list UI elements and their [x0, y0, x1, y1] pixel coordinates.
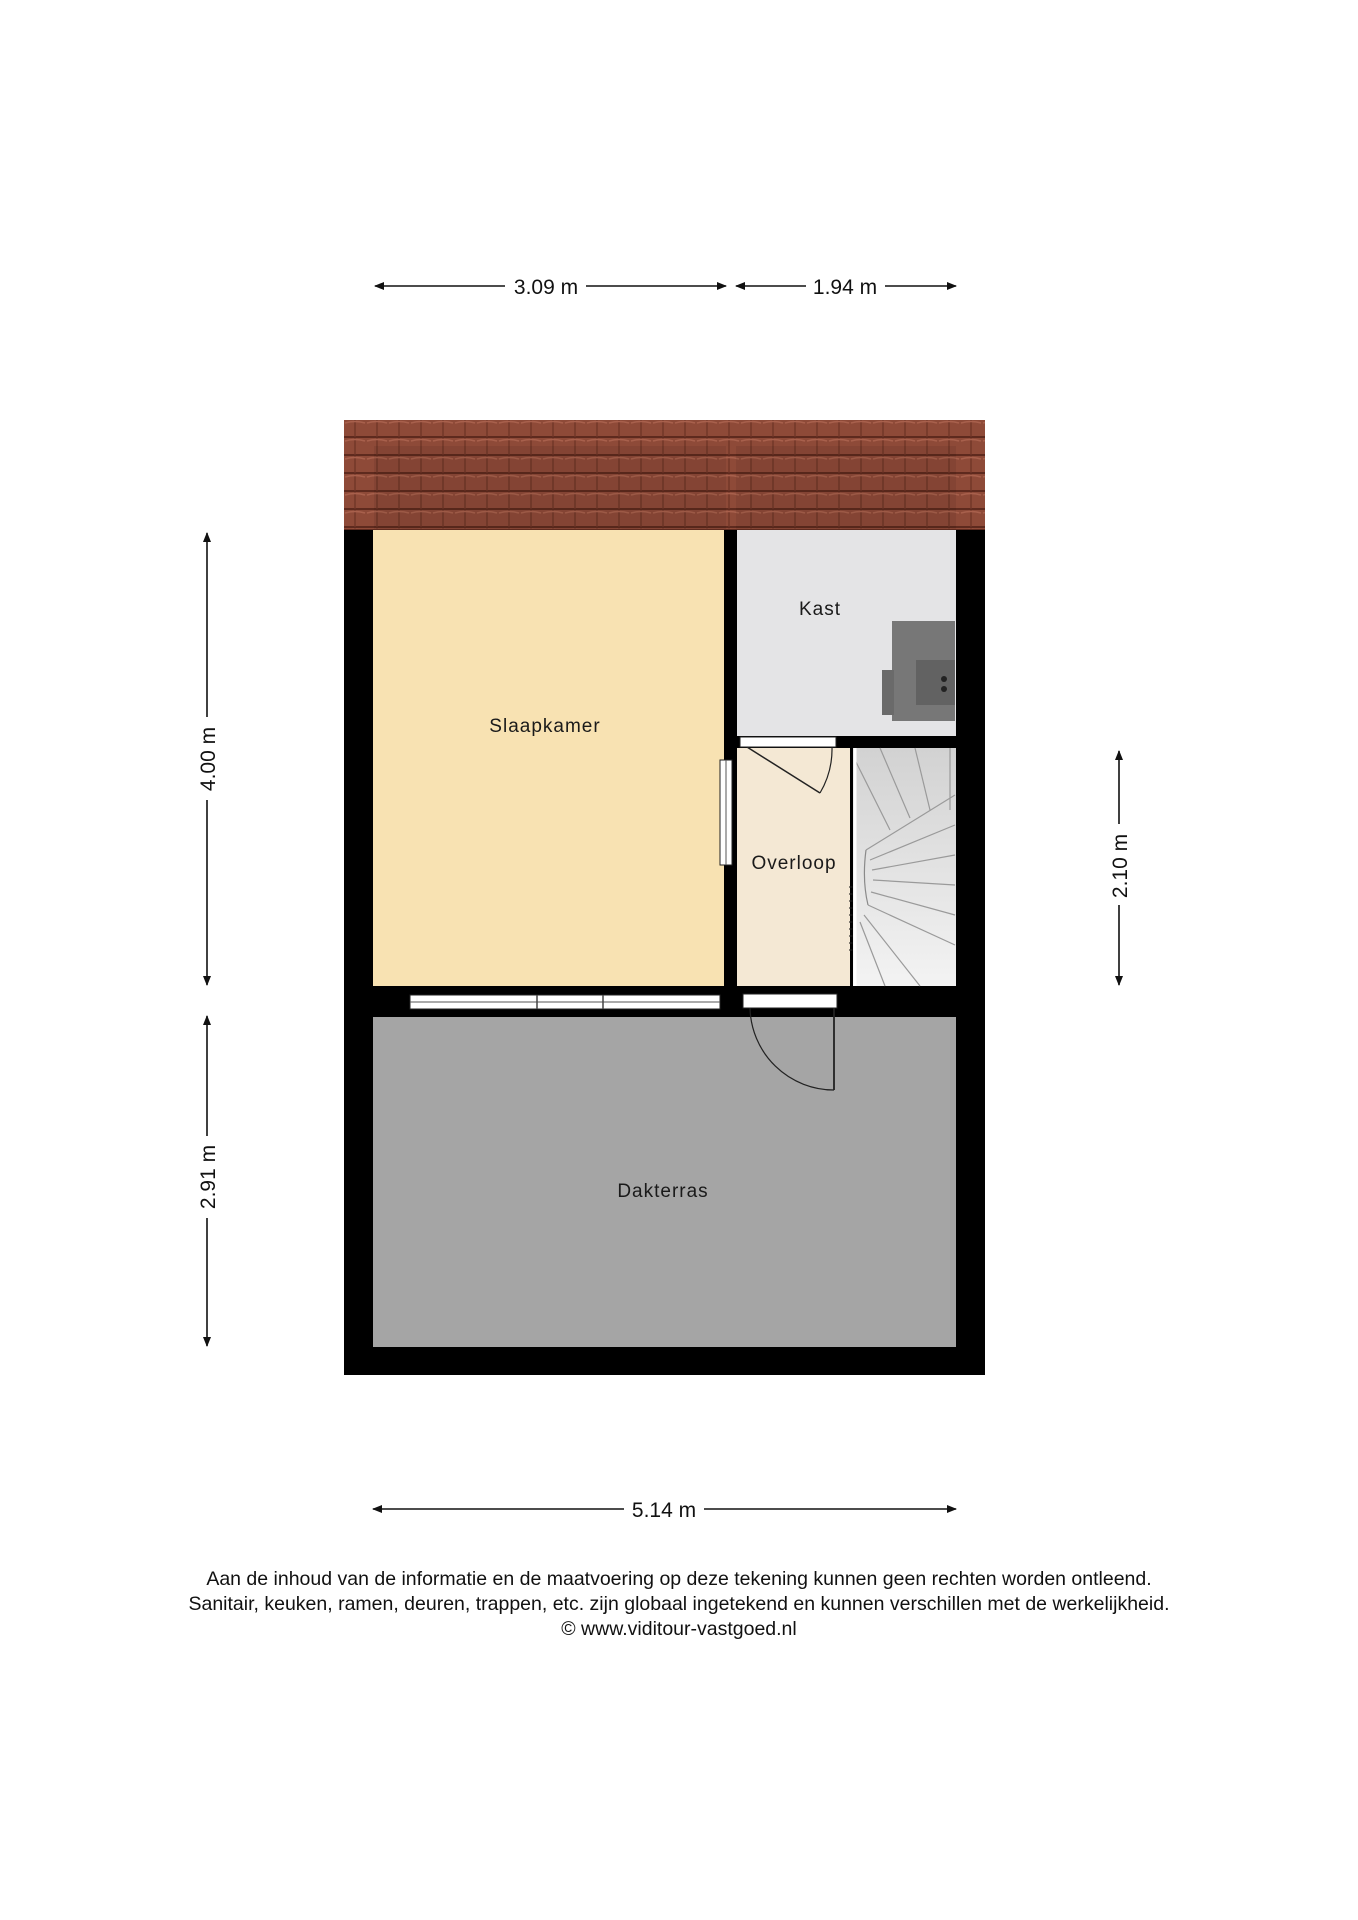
dimension-label-right: 2.10 m: [1109, 833, 1132, 899]
room-label-dakterras: Dakterras: [617, 1181, 709, 1202]
dimension-bottom: [373, 1499, 956, 1522]
dimension-label-top-left: 3.09 m: [513, 276, 579, 299]
room-slaapkamer: [373, 530, 724, 986]
dimension-right: [1109, 751, 1132, 985]
dimension-label-left-upper: 4.00 m: [197, 726, 220, 792]
dimension-label-top-right: 1.94 m: [812, 276, 878, 299]
dimension-left-upper: [197, 533, 220, 985]
dimension-label-bottom: 5.14 m: [631, 1499, 697, 1522]
room-label-kast: Kast: [798, 599, 842, 620]
disclaimer: [0, 1567, 1358, 1642]
staircase: [851, 748, 956, 986]
disclaimer-copyright: © www.viditour-vastgoed.nl: [561, 1618, 797, 1640]
disclaimer-line-1: Aan de inhoud van de informatie en de maatvoering op deze tekening kunnen geen rechten worden ontleend.: [206, 1568, 1152, 1590]
window-slaapkamer-terras: [410, 995, 720, 1009]
appliance-unit: [882, 621, 955, 721]
dimension-top-left: [375, 276, 726, 299]
disclaimer-line-2: Sanitair, keuken, ramen, deuren, trappen, etc. zijn globaal ingetekend en kunnen verschillen met de werkelijkheid.: [188, 1593, 1170, 1615]
dimension-top-right: [736, 276, 956, 299]
dimension-label-left-lower: 2.91 m: [197, 1144, 220, 1210]
room-label-overloop: Overloop: [751, 853, 837, 874]
roof-tiles: [344, 420, 985, 530]
room-label-slaapkamer: Slaapkamer: [489, 716, 601, 737]
window-slaapkamer-overloop: [720, 760, 732, 865]
dimension-left-lower: [197, 1016, 220, 1346]
